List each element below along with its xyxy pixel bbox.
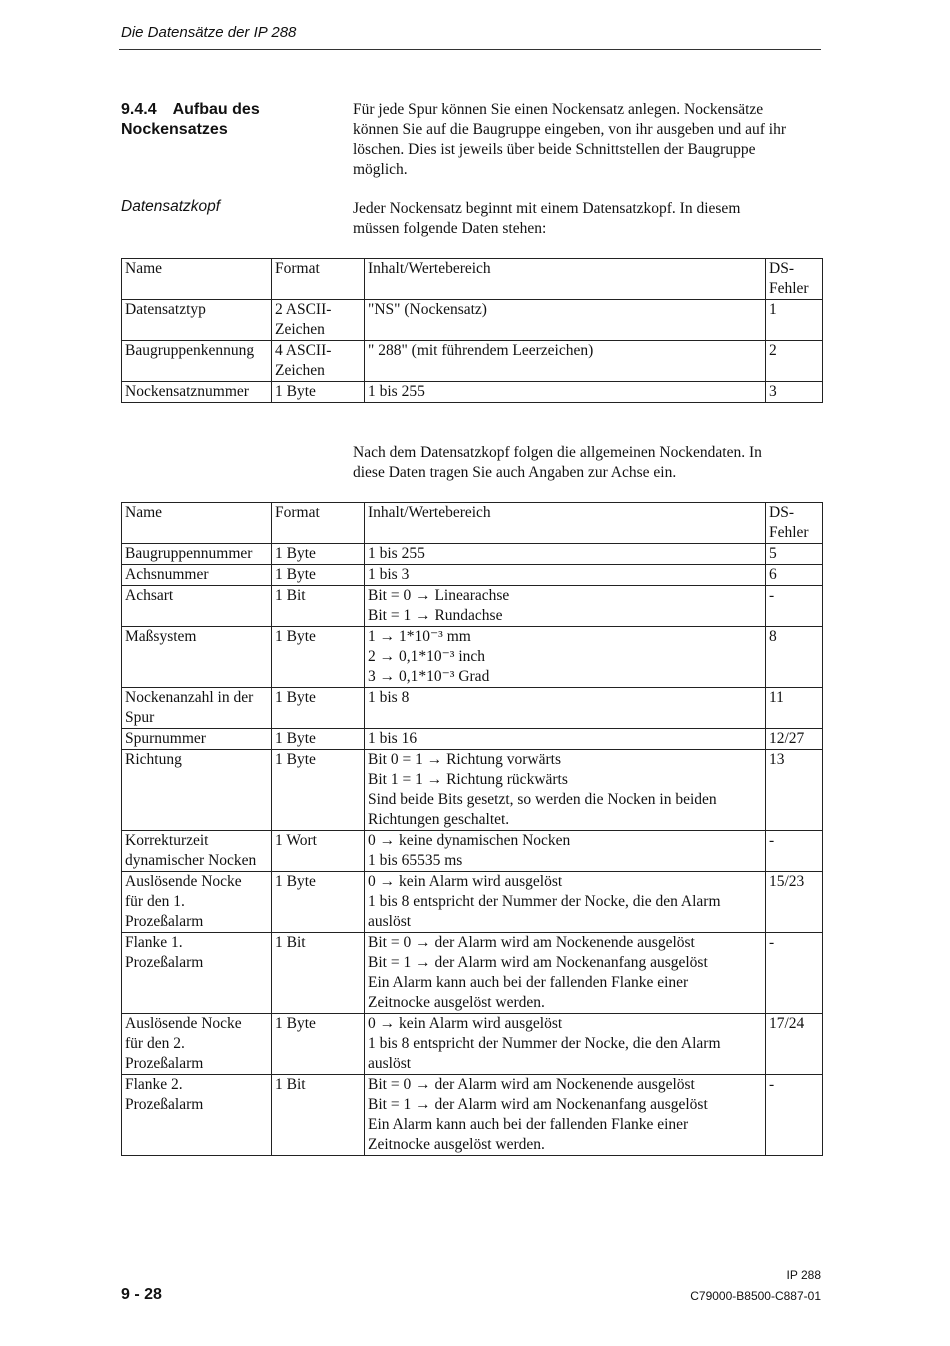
error-code-cell bbox=[766, 1075, 823, 1156]
name-cell bbox=[122, 341, 272, 382]
intro-line: Für jede Spur können Sie einen Nockensatz anlegen. Nockensätze bbox=[353, 101, 764, 118]
column-header-text: Fehler bbox=[769, 524, 809, 541]
error-code-cell bbox=[766, 627, 823, 688]
content-cell bbox=[365, 688, 766, 729]
cell-text-line: Bit = 0 → der Alarm wird am Nockenende ausgelöst bbox=[368, 934, 695, 951]
error-code-cell bbox=[766, 565, 823, 586]
column-header-text: Format bbox=[275, 504, 320, 521]
format-cell bbox=[272, 1075, 365, 1156]
footer-order-number: C79000-B8500-C887-01 bbox=[690, 1289, 821, 1303]
cell-text-line: 2 ASCII- bbox=[275, 301, 332, 318]
name-cell bbox=[122, 729, 272, 750]
datensatzkopf-paragraph bbox=[353, 199, 823, 239]
datensatzkopf-line: Jeder Nockensatz beginnt mit einem Datensatzkopf. In diesem bbox=[353, 200, 741, 217]
cell-text-line: 4 ASCII- bbox=[275, 342, 332, 359]
content-cell bbox=[365, 565, 766, 586]
column-header bbox=[122, 259, 272, 300]
format-cell bbox=[272, 341, 365, 382]
cell-text-line: 1 bis 3 bbox=[368, 566, 410, 583]
cell-text-line: Ein Alarm kann auch bei der fallenden Flanke einer bbox=[368, 1116, 689, 1133]
cell-text-line: Zeichen bbox=[275, 321, 325, 338]
section-heading bbox=[121, 100, 321, 140]
content-cell bbox=[365, 300, 766, 341]
table-row bbox=[122, 565, 823, 586]
column-header-text: DS- bbox=[769, 260, 794, 277]
error-code-cell bbox=[766, 382, 823, 403]
error-code-cell bbox=[766, 544, 823, 565]
cell-text-line: 1 Wort bbox=[275, 832, 317, 849]
table-row bbox=[122, 729, 823, 750]
name-cell bbox=[122, 627, 272, 688]
name-cell bbox=[122, 382, 272, 403]
format-cell bbox=[272, 565, 365, 586]
cell-text-line: auslöst bbox=[368, 913, 412, 930]
table-row bbox=[122, 1075, 823, 1156]
format-cell bbox=[272, 872, 365, 933]
cell-text-line: 0 → kein Alarm wird ausgelöst bbox=[368, 873, 563, 890]
name-cell bbox=[122, 1075, 272, 1156]
cell-text-line: Bit = 0 → der Alarm wird am Nockenende ausgelöst bbox=[368, 1076, 695, 1093]
datensatzkopf-line: müssen folgende Daten stehen: bbox=[353, 220, 547, 237]
intro-line: löschen. Dies ist jeweils über beide Schnittstellen der Baugruppe bbox=[353, 141, 756, 158]
table-row bbox=[122, 831, 823, 872]
error-code-cell bbox=[766, 729, 823, 750]
cell-text-line: 13 bbox=[769, 751, 785, 768]
cell-text-line: Auslösende Nocke bbox=[125, 1015, 242, 1032]
header-rule bbox=[119, 49, 821, 50]
camdata-line: diese Daten tragen Sie auch Angaben zur Achse ein. bbox=[353, 464, 677, 481]
cell-text-line: für den 1. bbox=[125, 893, 185, 910]
error-code-cell bbox=[766, 1014, 823, 1075]
table-row bbox=[122, 933, 823, 1014]
header-data-table bbox=[121, 258, 823, 403]
cell-text-line: auslöst bbox=[368, 1055, 412, 1072]
cell-text-line: Baugruppennummer bbox=[125, 545, 253, 562]
running-header: Die Datensätze der IP 288 bbox=[121, 24, 297, 41]
cell-text-line: 1 bis 8 bbox=[368, 689, 410, 706]
column-header bbox=[272, 503, 365, 544]
cell-text-line: 5 bbox=[769, 545, 777, 562]
content-cell bbox=[365, 586, 766, 627]
cell-text-line: - bbox=[769, 832, 775, 849]
cell-text-line: Richtungen geschaltet. bbox=[368, 811, 510, 828]
column-header bbox=[766, 503, 823, 544]
cell-text-line: - bbox=[769, 934, 775, 951]
cell-text-line: - bbox=[769, 587, 775, 604]
column-header bbox=[365, 259, 766, 300]
cell-text-line: 17/24 bbox=[769, 1015, 805, 1032]
cell-text-line: 1 Byte bbox=[275, 383, 316, 400]
cell-text-line: 12/27 bbox=[769, 730, 805, 747]
format-cell bbox=[272, 933, 365, 1014]
cell-text-line: 1 Byte bbox=[275, 628, 316, 645]
cell-text-line: 1 bis 8 entspricht der Nummer der Nocke, die den Alarm bbox=[368, 1035, 721, 1052]
intro-paragraph bbox=[353, 100, 823, 180]
cell-text-line: Flanke 1. bbox=[125, 934, 183, 951]
cell-text-line: Achsart bbox=[125, 587, 174, 604]
cell-text-line: 1 → 1*10⁻³ mm bbox=[368, 628, 471, 645]
cell-text-line: 2 → 0,1*10⁻³ inch bbox=[368, 648, 486, 665]
cell-text-line: 1 bis 255 bbox=[368, 383, 425, 400]
content-cell bbox=[365, 933, 766, 1014]
cell-text-line: 3 → 0,1*10⁻³ Grad bbox=[368, 668, 490, 685]
column-header bbox=[272, 259, 365, 300]
cell-text-line: 1 bis 255 bbox=[368, 545, 425, 562]
column-header-text: DS- bbox=[769, 504, 794, 521]
format-cell bbox=[272, 627, 365, 688]
column-header bbox=[766, 259, 823, 300]
cell-text-line: Bit 0 = 1 → Richtung vorwärts bbox=[368, 751, 562, 768]
cell-text-line: Nockenanzahl in der bbox=[125, 689, 254, 706]
content-cell bbox=[365, 1075, 766, 1156]
cell-text-line: Flanke 2. bbox=[125, 1076, 183, 1093]
format-cell bbox=[272, 750, 365, 831]
cell-text-line: für den 2. bbox=[125, 1035, 185, 1052]
error-code-cell bbox=[766, 933, 823, 1014]
content-cell bbox=[365, 750, 766, 831]
cell-text-line: Spur bbox=[125, 709, 155, 726]
table-row bbox=[122, 872, 823, 933]
error-code-cell bbox=[766, 688, 823, 729]
content-cell bbox=[365, 544, 766, 565]
cell-text-line: Auslösende Nocke bbox=[125, 873, 242, 890]
cell-text-line: Bit = 1 → der Alarm wird am Nockenanfang ausgelöst bbox=[368, 954, 708, 971]
camdata-line: Nach dem Datensatzkopf folgen die allgemeinen Nockendaten. In bbox=[353, 444, 762, 461]
intro-line: möglich. bbox=[353, 161, 408, 178]
error-code-cell bbox=[766, 872, 823, 933]
cell-text-line: 1 bis 16 bbox=[368, 730, 418, 747]
cell-text-line: Datensatztyp bbox=[125, 301, 206, 318]
cell-text-line: 15/23 bbox=[769, 873, 805, 890]
error-code-cell bbox=[766, 341, 823, 382]
table-row bbox=[122, 341, 823, 382]
name-cell bbox=[122, 1014, 272, 1075]
format-cell bbox=[272, 300, 365, 341]
error-code-cell bbox=[766, 300, 823, 341]
format-cell bbox=[272, 544, 365, 565]
content-cell bbox=[365, 831, 766, 872]
cell-text-line: Sind beide Bits gesetzt, so werden die Nocken in beiden bbox=[368, 791, 717, 808]
cell-text-line: 6 bbox=[769, 566, 777, 583]
cell-text-line: Ein Alarm kann auch bei der fallenden Flanke einer bbox=[368, 974, 689, 991]
cam-data-table bbox=[121, 502, 823, 1156]
format-cell bbox=[272, 688, 365, 729]
format-cell bbox=[272, 382, 365, 403]
error-code-cell bbox=[766, 586, 823, 627]
name-cell bbox=[122, 831, 272, 872]
cell-text-line: 1 Bit bbox=[275, 587, 306, 604]
name-cell bbox=[122, 688, 272, 729]
column-header bbox=[365, 503, 766, 544]
format-cell bbox=[272, 729, 365, 750]
name-cell bbox=[122, 872, 272, 933]
table-row bbox=[122, 544, 823, 565]
format-cell bbox=[272, 831, 365, 872]
section-number: 9.4.4 bbox=[121, 101, 157, 118]
name-cell bbox=[122, 933, 272, 1014]
column-header bbox=[122, 503, 272, 544]
cell-text-line: Prozeßalarm bbox=[125, 913, 204, 930]
cell-text-line: Prozeßalarm bbox=[125, 954, 204, 971]
table-row bbox=[122, 627, 823, 688]
cell-text-line: Bit 1 = 1 → Richtung rückwärts bbox=[368, 771, 568, 788]
column-header-text: Format bbox=[275, 260, 320, 277]
name-cell bbox=[122, 544, 272, 565]
error-code-cell bbox=[766, 831, 823, 872]
cell-text-line: " 288" (mit führendem Leerzeichen) bbox=[368, 342, 594, 359]
page-number: 9 - 28 bbox=[121, 1286, 162, 1303]
cell-text-line: Korrekturzeit bbox=[125, 832, 209, 849]
table-header-row bbox=[122, 503, 823, 544]
column-header-text: Inhalt/Wertebereich bbox=[368, 504, 491, 521]
column-header-text: Fehler bbox=[769, 280, 809, 297]
format-cell bbox=[272, 586, 365, 627]
camdata-paragraph bbox=[353, 443, 823, 483]
cell-text-line: 0 → keine dynamischen Nocken bbox=[368, 832, 571, 849]
cell-text-line: "NS" (Nockensatz) bbox=[368, 301, 487, 318]
cell-text-line: 1 Byte bbox=[275, 1015, 316, 1032]
cell-text-line: Bit = 1 → Rundachse bbox=[368, 607, 503, 624]
cell-text-line: 1 bis 65535 ms bbox=[368, 852, 463, 869]
table-row bbox=[122, 750, 823, 831]
cell-text-line: 1 Byte bbox=[275, 873, 316, 890]
table-row bbox=[122, 1014, 823, 1075]
error-code-cell bbox=[766, 750, 823, 831]
cell-text-line: 11 bbox=[769, 689, 784, 706]
intro-line: können Sie auf die Baugruppe eingeben, von ihr ausgeben und auf ihr bbox=[353, 121, 787, 138]
cell-text-line: dynamischer Nocken bbox=[125, 852, 257, 869]
table-row bbox=[122, 300, 823, 341]
column-header-text: Name bbox=[125, 260, 163, 277]
cell-text-line: Bit = 1 → der Alarm wird am Nockenanfang ausgelöst bbox=[368, 1096, 708, 1113]
cell-text-line: 3 bbox=[769, 383, 777, 400]
content-cell bbox=[365, 872, 766, 933]
cell-text-line: Spurnummer bbox=[125, 730, 206, 747]
section-title-line1: Aufbau des bbox=[172, 101, 260, 118]
cell-text-line: Zeichen bbox=[275, 362, 325, 379]
content-cell bbox=[365, 341, 766, 382]
cell-text-line: 1 Bit bbox=[275, 1076, 306, 1093]
cell-text-line: 8 bbox=[769, 628, 777, 645]
cell-text-line: Prozeßalarm bbox=[125, 1055, 204, 1072]
cell-text-line: 2 bbox=[769, 342, 777, 359]
cell-text-line: 0 → kein Alarm wird ausgelöst bbox=[368, 1015, 563, 1032]
cell-text-line: Richtung bbox=[125, 751, 182, 768]
table-row bbox=[122, 688, 823, 729]
cell-text-line: 1 bis 8 entspricht der Nummer der Nocke, die den Alarm bbox=[368, 893, 721, 910]
name-cell bbox=[122, 586, 272, 627]
name-cell bbox=[122, 750, 272, 831]
table-header-row bbox=[122, 259, 823, 300]
name-cell bbox=[122, 565, 272, 586]
content-cell bbox=[365, 1014, 766, 1075]
cell-text-line: Maßsystem bbox=[125, 628, 197, 645]
cell-text-line: Achsnummer bbox=[125, 566, 209, 583]
content-cell bbox=[365, 729, 766, 750]
format-cell bbox=[272, 1014, 365, 1075]
cell-text-line: 1 Byte bbox=[275, 545, 316, 562]
cell-text-line: Bit = 0 → Linearachse bbox=[368, 587, 510, 604]
cell-text-line: - bbox=[769, 1076, 775, 1093]
cell-text-line: Baugruppenkennung bbox=[125, 342, 255, 359]
cell-text-line: 1 Byte bbox=[275, 566, 316, 583]
column-header-text: Name bbox=[125, 504, 163, 521]
content-cell bbox=[365, 627, 766, 688]
section-title-line2: Nockensatzes bbox=[121, 121, 228, 138]
column-header-text: Inhalt/Wertebereich bbox=[368, 260, 491, 277]
cell-text-line: 1 Byte bbox=[275, 730, 316, 747]
table-row bbox=[122, 382, 823, 403]
cell-text-line: 1 bbox=[769, 301, 777, 318]
name-cell bbox=[122, 300, 272, 341]
cell-text-line: 1 Byte bbox=[275, 689, 316, 706]
content-cell bbox=[365, 382, 766, 403]
datensatzkopf-heading: Datensatzkopf bbox=[121, 198, 221, 215]
cell-text-line: Zeitnocke ausgelöst werden. bbox=[368, 1136, 545, 1153]
table-row bbox=[122, 586, 823, 627]
cell-text-line: 1 Byte bbox=[275, 751, 316, 768]
cell-text-line: Prozeßalarm bbox=[125, 1096, 204, 1113]
cell-text-line: 1 Bit bbox=[275, 934, 306, 951]
cell-text-line: Nockensatznummer bbox=[125, 383, 249, 400]
cell-text-line: Zeitnocke ausgelöst werden. bbox=[368, 994, 545, 1011]
footer-product: IP 288 bbox=[786, 1268, 821, 1282]
